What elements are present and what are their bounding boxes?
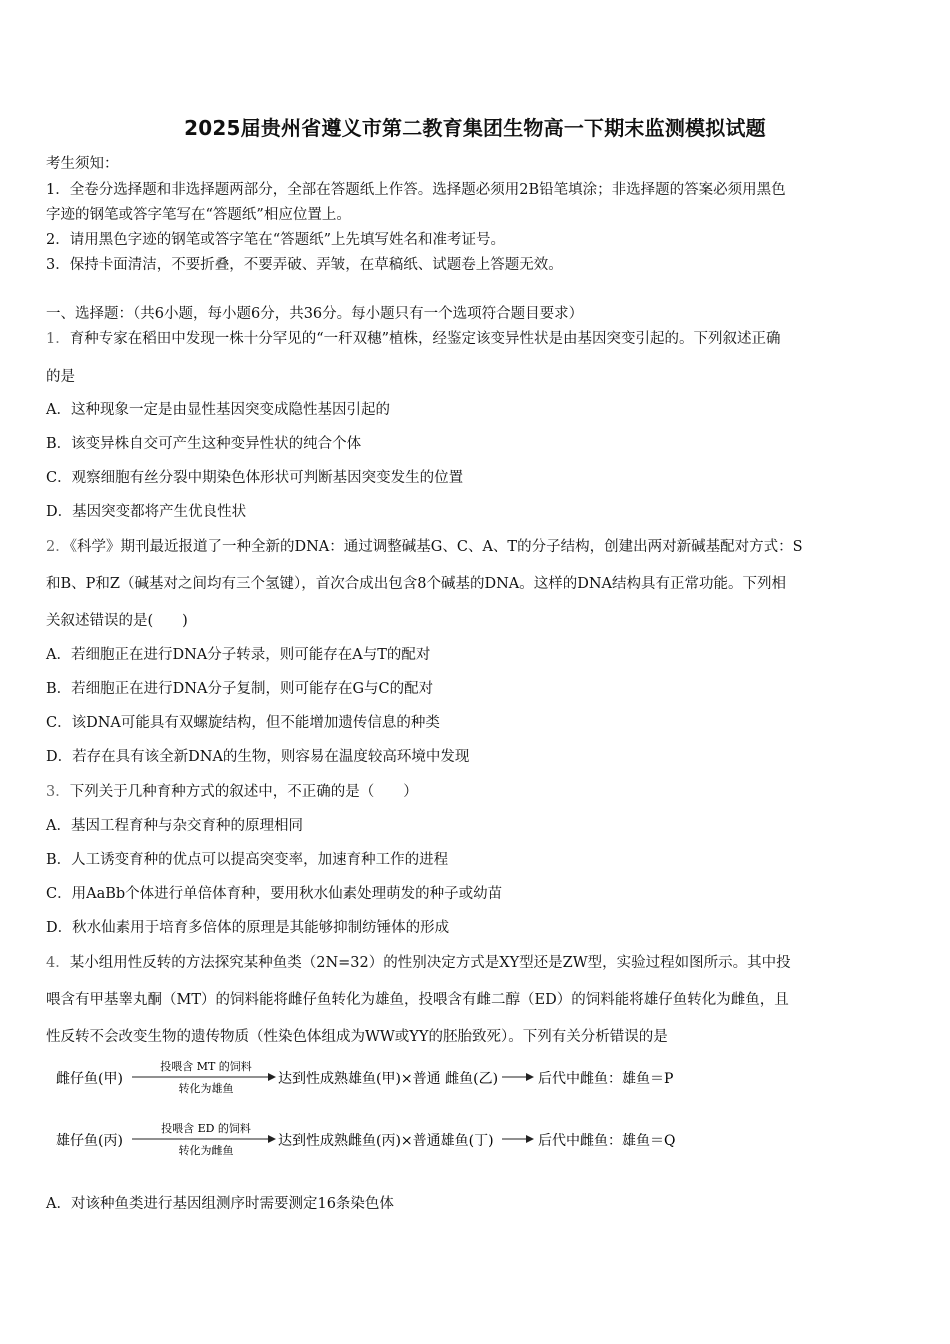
question-2-stem-line-1: 《科学》期刊最近报道了一种全新的DNA：通过调整碱基G、C、A、T的分子结构，创建出两对新碱基配对方式：S [69, 539, 803, 555]
question-1-option-c: C．观察细胞有丝分裂中期染色体形状可判断基因突变发生的位置 [46, 470, 464, 486]
question-2-stem-line-2: 和B、P和Z（碱基对之间均有三个氢键），首次合成出包含8个碱基的DNA。这样的DNA结构具有正常功能。下列相 [46, 576, 787, 592]
question-3-option-b: B．人工诱变育种的优点可以提高突变率，加速育种工作的进程 [46, 852, 449, 868]
question-4-option-a: A．对该种鱼类进行基因组测序时需要测定16条染色体 [46, 1196, 394, 1212]
question-2-option-b: B．若细胞正在进行DNA分子复制，则可能存在G与C的配对 [46, 681, 434, 697]
question-4-stem-line-3: 性反转不会改变生物的遗传物质（性染色体组成为WW或YY的胚胎致死）。下列有关分析错误的是 [46, 1029, 668, 1045]
diagram-1-arrowhead [268, 1073, 276, 1081]
question-2-number: 2． [46, 539, 70, 555]
question-2-stem-line-3: 关叙述错误的是( ) [46, 613, 188, 629]
notice-item-1-line-2: 字迹的钢笔或答字笔写在“答题纸”相应位置上。 [46, 207, 351, 223]
section-heading: 一、选择题：（共6小题，每小题6分，共36分。每小题只有一个选项符合题目要求） [46, 306, 584, 322]
notice-heading: 考生须知： [46, 156, 119, 172]
question-1-option-a: A．这种现象一定是由显性基因突变成隐性基因引起的 [46, 402, 390, 418]
diagram-1-arrowhead-2 [526, 1073, 534, 1081]
diagram-2-start: 雄仔鱼(丙) [56, 1133, 123, 1149]
question-1-option-d: D．基因突变都将产生优良性状 [46, 504, 247, 520]
diagram-1-above: 投喂含 MT 的饲料 [160, 1060, 252, 1073]
experiment-diagram-2 [56, 1118, 756, 1166]
question-1-option-b: B．该变异株自交可产生这种变异性状的纯合个体 [46, 436, 362, 452]
question-3-number: 3． [46, 784, 70, 800]
question-4-stem-line-2: 喂含有甲基睾丸酮（MT）的饲料能将雌仔鱼转化为雄鱼，投喂含有雌二醇（ED）的饲料能将雄仔鱼转化为雌鱼，且 [46, 992, 789, 1008]
diagram-2-end: 后代中雌鱼：雄鱼＝Q [538, 1133, 676, 1149]
question-1-number: 1． [46, 331, 70, 347]
diagram-2-below: 转化为雌鱼 [178, 1144, 234, 1157]
diagram-2-arrowhead [268, 1135, 276, 1143]
question-1-stem-line-1: 育种专家在稻田中发现一株十分罕见的“一秆双穗”植株，经鉴定该变异性状是由基因突变引起的。下列叙述正确 [69, 331, 781, 347]
question-4-number: 4． [46, 955, 70, 971]
question-1-stem-line-2: 的是 [46, 369, 75, 385]
question-3-option-a: A．基因工程育种与杂交育种的原理相同 [46, 818, 303, 834]
notice-item-1-line-1: 1．全卷分选择题和非选择题两部分，全部在答题纸上作答。选择题必须用2B铅笔填涂；非选择题的答案必须用黑色 [46, 182, 786, 198]
experiment-diagram-1 [56, 1056, 756, 1104]
diagram-1-start: 雌仔鱼(甲) [56, 1071, 123, 1087]
question-2-option-a: A．若细胞正在进行DNA分子转录，则可能存在A与T的配对 [46, 647, 431, 663]
question-4-stem-line-1: 某小组用性反转的方法探究某种鱼类（2N=32）的性别决定方式是XY型还是ZW型，实验过程如图所示。其中投 [69, 955, 791, 971]
question-3-option-c: C．用AaBb个体进行单倍体育种，要用秋水仙素处理萌发的种子或幼苗 [46, 886, 503, 902]
notice-item-3: 3．保持卡面清洁，不要折叠，不要弄破、弄皱，在草稿纸、试题卷上答题无效。 [46, 257, 563, 273]
question-4-stem [46, 951, 908, 972]
question-2-option-c: C．该DNA可能具有双螺旋结构，但不能增加遗传信息的种类 [46, 715, 440, 731]
question-2-stem [46, 535, 908, 556]
diagram-1-end: 后代中雌鱼：雄鱼＝P [538, 1071, 674, 1087]
diagram-1-below: 转化为雄鱼 [178, 1082, 234, 1095]
question-3-stem-text: 下列关于几种育种方式的叙述中，不正确的是（ ） [69, 784, 418, 800]
notice-item-2: 2．请用黑色字迹的钢笔或答字笔在“答题纸”上先填写姓名和准考证号。 [46, 232, 506, 248]
question-1-stem [46, 327, 908, 348]
diagram-2-above: 投喂含 ED 的饲料 [161, 1122, 251, 1135]
diagram-1-mid: 达到性成熟雄鱼(甲)×普通 雌鱼(乙) [278, 1071, 499, 1087]
diagram-2-arrowhead-2 [526, 1135, 534, 1143]
question-3-stem [46, 780, 908, 801]
question-3-option-d: D．秋水仙素用于培育多倍体的原理是其能够抑制纺锤体的形成 [46, 920, 450, 936]
diagram-2-mid: 达到性成熟雌鱼(丙)×普通雄鱼(丁) [278, 1133, 494, 1149]
question-2-option-d: D．若存在具有该全新DNA的生物，则容易在温度较高环境中发现 [46, 749, 470, 765]
page-title: 2025届贵州省遵义市第二教育集团生物高一下期末监测模拟试题 [184, 116, 766, 140]
